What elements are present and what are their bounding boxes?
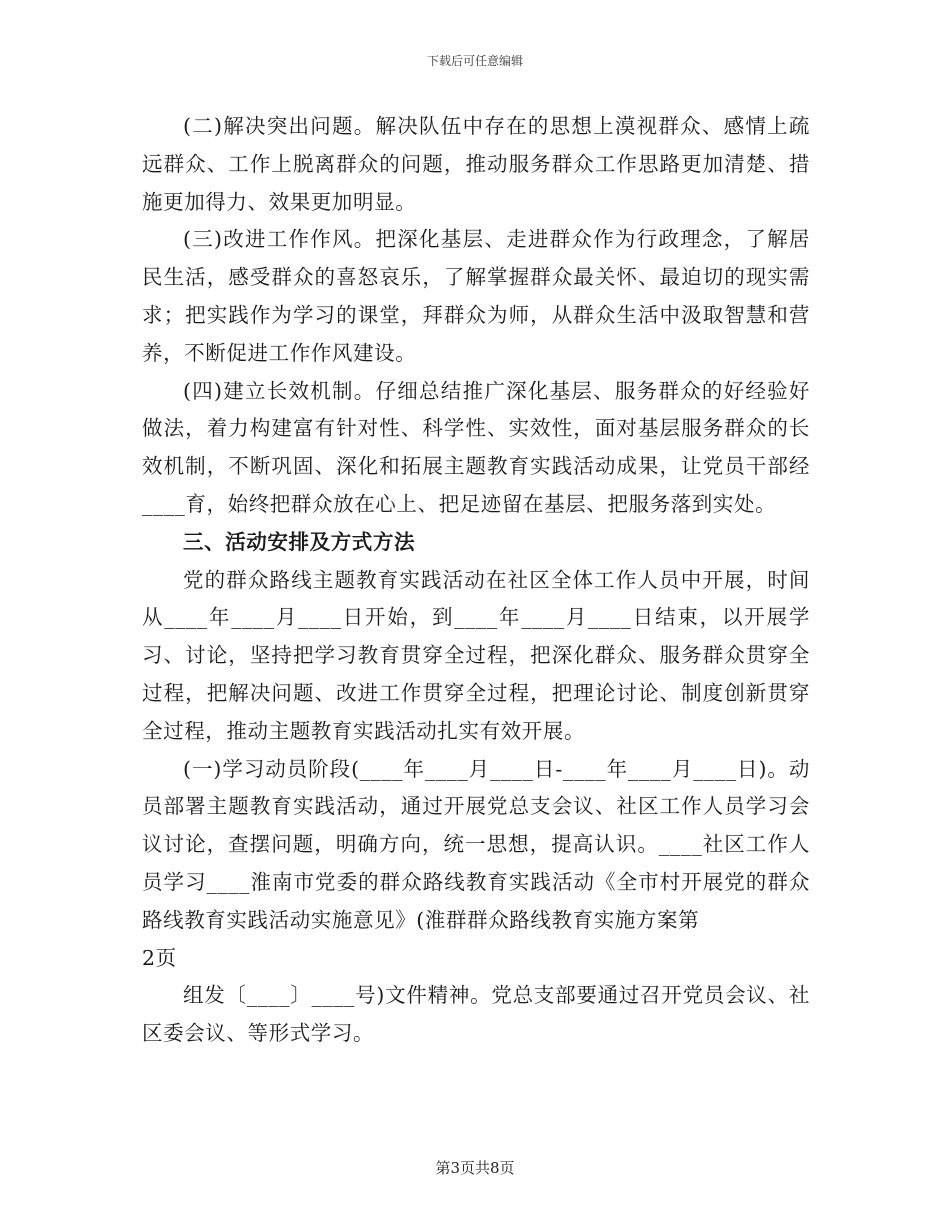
section-heading-activity-arrangement: 三、活动安排及方式方法 [183, 529, 416, 554]
paragraph-document-spirit: 组发〔____〕____号)文件精神。党总支部要通过召开党员会议、社区委会议、等形式学习。 [142, 983, 810, 1046]
paragraph-activity-overview: 党的群众路线主题教育实践活动在社区全体工作人员中开展，时间从____年____月____日开始，到____年____月____日结束，以开展学习、讨论，坚持把学习教育贯穿全过程，把深化群众、服务群众贯穿全过程，把解决问题、改进工作贯穿全过程，把理论讨论、制度创新贯穿全过程，推动主题教育实践活动扎实有效开展。 [142, 567, 810, 743]
document-body [142, 108, 810, 1053]
page-footer: 第3页共8页 [435, 1159, 515, 1177]
page-header: 下载后可任意编辑 [426, 54, 523, 68]
paragraph-solve-problems: (二)解决突出问题。解决队伍中存在的思想上漠视群众、感情上疏远群众、工作上脱离群众的问题，推动服务群众工作思路更加清楚、措施更加得力、效果更加明显。 [142, 114, 810, 214]
paragraph-study-mobilization: (一)学习动员阶段(____年____月____日-____年____月____日)。动员部署主题教育实践活动，通过开展党总支会议、社区工作人员学习会议讨论，查摆问题，明确方向，统一思想，提高认识。____社区工作人员学习____淮南市党委的群众路线教育实践活动《全市村开展党的群众路线教育实践活动实施意见》(淮群群众路线教育实施方案第 [142, 756, 810, 932]
paragraph-improve-style: (三)改进工作作风。把深化基层、走进群众作为行政理念，了解居民生活，感受群众的喜怒哀乐，了解掌握群众最关怀、最迫切的现实需求；把实践作为学习的课堂，拜群众为师，从群众生活中汲取智慧和营养，不断促进工作作风建设。 [142, 227, 810, 365]
inline-page-marker: 2页 [142, 945, 177, 970]
paragraph-long-term-mechanism: (四)建立长效机制。仔细总结推广深化基层、服务群众的好经验好做法，着力构建富有针对性、科学性、实效性，面对基层服务群众的长效机制，不断巩固、深化和拓展主题教育实践活动成果，让党员干部经____育，始终把群众放在心上、把足迹留在基层、把服务落到实处。 [142, 378, 810, 516]
